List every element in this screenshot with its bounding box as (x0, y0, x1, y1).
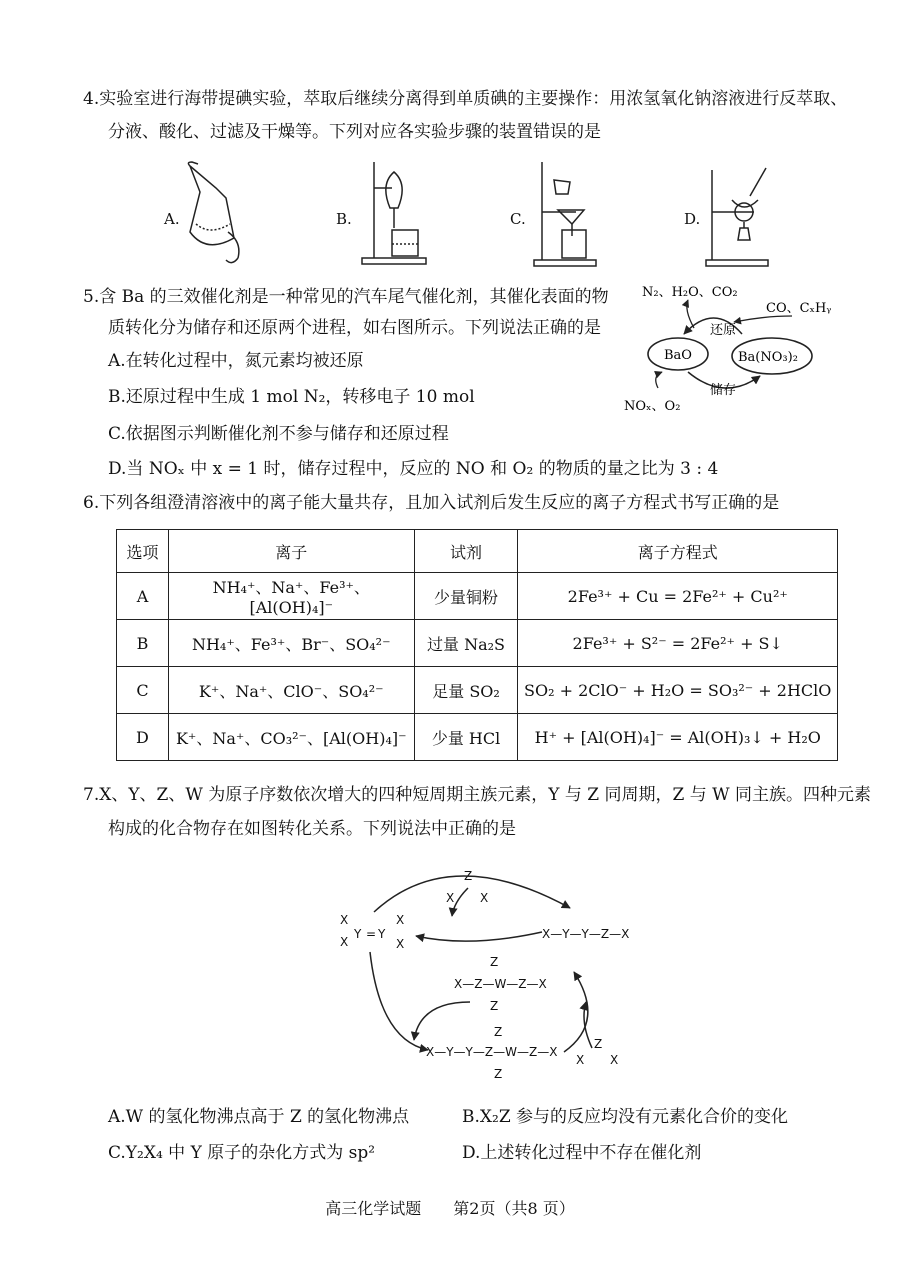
q5-diagram-bano3-label: Ba(NO₃)₂ (738, 350, 798, 365)
q7-br-x2: X (610, 1053, 619, 1067)
q5-diagram-reduce-label: 还原 (710, 323, 737, 338)
q7-option-d: D.上述转化过程中不存在催化剂 (462, 1143, 702, 1163)
table-row (117, 573, 838, 620)
q4-option-a-label: A. (164, 210, 180, 228)
row-d-ions: K⁺、Na⁺、CO₃²⁻、[Al(OH)₄]⁻ (168, 714, 414, 761)
q5-diagram-right-label: CO、CₓHᵧ (766, 301, 832, 316)
apparatus-b-illustration (358, 158, 428, 268)
q7-right-chain: X—Y—Y—Z—X (542, 927, 630, 941)
table-row (117, 620, 838, 667)
q7-br-x1: X (576, 1053, 585, 1067)
q7-x-ul: X (340, 913, 349, 927)
q7-stem-line2: 构成的化合物存在如图转化关系。下列说法中正确的是 (108, 819, 516, 839)
q7-x-lr: X (396, 937, 405, 951)
q7-top-z: Z (464, 869, 473, 883)
q5-diagram-top-label: N₂、H₂O、CO₂ (642, 285, 738, 300)
row-b-equation: 2Fe³⁺ + S²⁻ = 2Fe²⁺ + S↓ (518, 620, 838, 667)
q7-y-right: Y (378, 927, 386, 941)
header-reagent: 试剂 (414, 530, 518, 573)
header-option: 选项 (117, 530, 169, 573)
q7-center-chain: X—Z—W—Z—X (454, 977, 547, 991)
row-a-option: A (117, 573, 169, 620)
q4-option-d-label: D. (684, 210, 701, 228)
q7-transformation-diagram (330, 852, 650, 1092)
page-footer: 高三化学试题 第2页（共8 页） (325, 1199, 575, 1218)
row-a-reagent: 少量铜粉 (414, 573, 518, 620)
q7-center-z-bottom: Z (490, 999, 499, 1013)
q7-bottom-z-top: Z (494, 1025, 503, 1039)
q7-top-x2: X (480, 891, 489, 905)
q5-option-c: C.依据图示判断催化剂不参与储存和还原过程 (108, 424, 449, 444)
apparatus-a-illustration (186, 162, 256, 272)
header-ions: 离子 (168, 530, 414, 573)
row-d-equation: H⁺ + [Al(OH)₄]⁻ = Al(OH)₃↓ + H₂O (518, 714, 838, 761)
q7-x-ur: X (396, 913, 405, 927)
header-equation: 离子方程式 (518, 530, 838, 573)
q7-y-left: Y (354, 927, 362, 941)
q7-top-x1: X (446, 891, 455, 905)
row-c-option: C (117, 667, 169, 714)
row-b-option: B (117, 620, 169, 667)
q4-stem-line2: 分液、酸化、过滤及干燥等。下列对应各实验步骤的装置错误的是 (108, 122, 601, 142)
row-c-ions: K⁺、Na⁺、ClO⁻、SO₄²⁻ (168, 667, 414, 714)
q7-bottom-z-bottom: Z (494, 1067, 503, 1081)
q5-stem-line1: 5.含 Ba 的三效催化剂是一种常见的汽车尾气催化剂，其催化表面的物 (83, 287, 609, 307)
row-a-equation: 2Fe³⁺ + Cu = 2Fe²⁺ + Cu²⁺ (518, 573, 838, 620)
q7-option-a: A.W 的氢化物沸点高于 Z 的氢化物沸点 (108, 1107, 410, 1127)
q5-stem-line2: 质转化分为储存和还原两个进程，如右图所示。下列说法正确的是 (108, 318, 601, 338)
q7-br-z: Z (594, 1037, 603, 1051)
q6-stem: 6.下列各组澄清溶液中的离子能大量共存，且加入试剂后发生反应的离子方程式书写正确的是 (83, 493, 780, 513)
q7-stem-line1: 7.X、Y、Z、W 为原子序数依次增大的四种短周期主族元素，Y 与 Z 同周期，Z 与 W 同主族。四种元素 (83, 785, 871, 805)
q5-option-d: D.当 NOₓ 中 x = 1 时，储存过程中，反应的 NO 和 O₂ 的物质的量之比为 3 : 4 (108, 459, 719, 479)
q4-option-b-label: B. (336, 210, 352, 228)
q7-option-c: C.Y₂X₄ 中 Y 原子的杂化方式为 sp² (108, 1143, 376, 1163)
row-a-ions: NH₄⁺、Na⁺、Fe³⁺、[Al(OH)₄]⁻ (168, 573, 414, 620)
q5-catalyst-cycle-diagram (614, 276, 844, 426)
q6-ion-table (116, 529, 838, 761)
q4-stem-line1: 4.实验室进行海带提碘实验，萃取后继续分离得到单质碘的主要操作：用浓氢氧化钠溶液进行反萃取、 (83, 89, 848, 109)
row-c-reagent: 足量 SO₂ (414, 667, 518, 714)
q5-diagram-store-label: 储存 (710, 383, 737, 398)
q7-bottom-chain: X—Y—Y—Z—W—Z—X (426, 1045, 558, 1059)
q5-option-b: B.还原过程中生成 1 mol N₂，转移电子 10 mol (108, 387, 475, 407)
q4-option-c-label: C. (510, 210, 526, 228)
table-header-row (117, 530, 838, 573)
table-row (117, 714, 838, 761)
row-b-reagent: 过量 Na₂S (414, 620, 518, 667)
row-d-option: D (117, 714, 169, 761)
q5-diagram-bao-label: BaO (664, 348, 692, 363)
q7-x-ll: X (340, 935, 349, 949)
q7-eq: = (366, 927, 377, 941)
row-c-equation: SO₂ + 2ClO⁻ + H₂O = SO₃²⁻ + 2HClO (518, 667, 838, 714)
apparatus-d-illustration (704, 160, 774, 270)
q5-option-a: A.在转化过程中，氮元素均被还原 (108, 351, 364, 371)
q7-option-b: B.X₂Z 参与的反应均没有元素化合价的变化 (462, 1107, 789, 1127)
apparatus-c-illustration (532, 160, 602, 270)
row-b-ions: NH₄⁺、Fe³⁺、Br⁻、SO₄²⁻ (168, 620, 414, 667)
table-row (117, 667, 838, 714)
q5-diagram-bottom-label: NOₓ、O₂ (624, 399, 681, 414)
q7-center-z-top: Z (490, 955, 499, 969)
row-d-reagent: 少量 HCl (414, 714, 518, 761)
